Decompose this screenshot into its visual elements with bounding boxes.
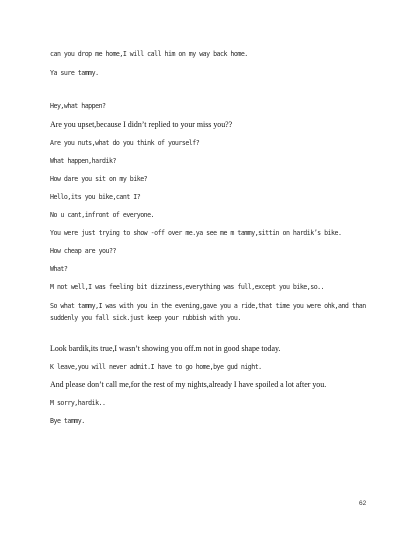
text-line-13: M not well,I was feeling bit dizziness,everything was full,except you bike,so..	[50, 283, 325, 291]
text-line-3: Hey,what happen?	[50, 102, 106, 110]
text-line-6: What happen,hardik?	[50, 157, 116, 165]
text-line-12: What?	[50, 265, 68, 273]
text-line-18: M sorry,hardik..	[50, 399, 106, 407]
text-line-7: How dare you sit on my bike?	[50, 175, 148, 183]
page-number: 62	[359, 500, 367, 507]
text-line-9: No u cant,infront of everyone.	[50, 211, 155, 219]
text-line-4: Are you upset,because I didn’t replied to your miss you??	[50, 120, 233, 129]
text-line-17: And please don’t call me,for the rest of my nights,already I have spoiled a lot after you.	[50, 380, 327, 389]
text-line-5: Are you nuts,what do you think of yourself?	[50, 139, 200, 147]
text-line-19: Bye tammy.	[50, 417, 85, 425]
text-line-1: can you drop me home,I will call him on my way back home.	[50, 50, 248, 58]
text-line-15: Look bardik,its true,I wasn’t showing you off.m not in good shape today.	[50, 344, 281, 353]
text-line-8: Hello,its you bike,cant I?	[50, 193, 141, 201]
text-line-14: So what tammy,I was with you in the evening,gave you a ride,that time you were ohk,and than suddenly you fall sick.just keep your rubbish with you.	[50, 302, 366, 322]
text-line-2: Ya sure tammy.	[50, 69, 99, 77]
text-line-10: You were just trying to show -off over me.ya see me m tammy,sittin on hardik’s bike.	[50, 229, 342, 237]
text-line-11: How cheap are you??	[50, 247, 116, 255]
text-line-16: K leave,you will never admit.I have to go home,bye gud night.	[50, 363, 262, 371]
